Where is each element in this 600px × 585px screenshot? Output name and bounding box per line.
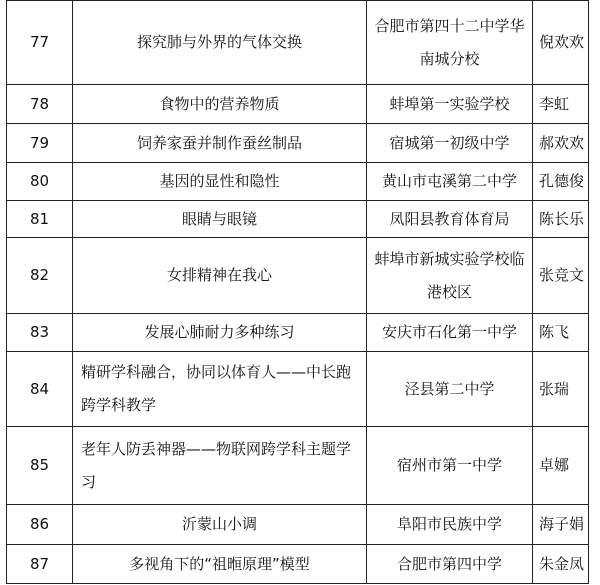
- row-author: 李虹: [533, 85, 589, 124]
- row-number: 79: [7, 124, 73, 163]
- row-author: 郝欢欢: [533, 124, 589, 163]
- row-school: 凤阳县教育体育局: [367, 201, 533, 238]
- row-school: 安庆市石化第一中学: [367, 314, 533, 352]
- row-number: 80: [7, 163, 73, 201]
- row-author: 卓娜: [533, 427, 589, 505]
- row-author: 孔德俊: [533, 163, 589, 201]
- row-number: 77: [7, 1, 73, 85]
- row-school: 黄山市屯溪第二中学: [367, 163, 533, 201]
- row-number: 86: [7, 505, 73, 545]
- row-author: 陈长乐: [533, 201, 589, 238]
- row-number: 85: [7, 427, 73, 505]
- row-school: 合肥市第四中学: [367, 545, 533, 584]
- row-title: 探究肺与外界的气体交换: [73, 1, 367, 85]
- row-title: 饲养家蚕并制作蚕丝制品: [73, 124, 367, 163]
- row-school: 蚌埠市新城实验学校临港校区: [367, 238, 533, 314]
- row-school: 泾县第二中学: [367, 352, 533, 427]
- row-title: 沂蒙山小调: [73, 505, 367, 545]
- row-title: 多视角下的“祖暅原理”模型: [73, 545, 367, 584]
- table-row: [7, 1, 589, 85]
- row-author: 海子娟: [533, 505, 589, 545]
- table-row: [7, 201, 589, 238]
- table-row: [7, 505, 589, 545]
- row-number: 78: [7, 85, 73, 124]
- table-body: [7, 1, 589, 584]
- row-title: 女排精神在我心: [73, 238, 367, 314]
- row-number: 81: [7, 201, 73, 238]
- table-row: [7, 163, 589, 201]
- award-table: [6, 0, 589, 584]
- table-row: [7, 314, 589, 352]
- row-school: 宿城第一初级中学: [367, 124, 533, 163]
- table-row: [7, 352, 589, 427]
- table-row: [7, 124, 589, 163]
- row-title: 发展心肺耐力多种练习: [73, 314, 367, 352]
- row-number: 83: [7, 314, 73, 352]
- row-number: 87: [7, 545, 73, 584]
- row-author: 朱金凤: [533, 545, 589, 584]
- row-title: 老年人防丢神器——物联网跨学科主题学习: [73, 427, 367, 505]
- row-number: 82: [7, 238, 73, 314]
- row-school: 宿州市第一中学: [367, 427, 533, 505]
- row-title: 眼睛与眼镜: [73, 201, 367, 238]
- row-title: 基因的显性和隐性: [73, 163, 367, 201]
- row-school: 合肥市第四十二中学华南城分校: [367, 1, 533, 85]
- table-row: [7, 545, 589, 584]
- row-school: 蚌埠第一实验学校: [367, 85, 533, 124]
- row-title: 精研学科融合，协同以体育人——中长跑跨学科教学: [73, 352, 367, 427]
- row-number: 84: [7, 352, 73, 427]
- row-author: 张竞文: [533, 238, 589, 314]
- table-row: [7, 427, 589, 505]
- table-row: [7, 238, 589, 314]
- row-school: 阜阳市民族中学: [367, 505, 533, 545]
- row-author: 张瑞: [533, 352, 589, 427]
- row-author: 倪欢欢: [533, 1, 589, 85]
- table-row: [7, 85, 589, 124]
- row-author: 陈飞: [533, 314, 589, 352]
- row-title: 食物中的营养物质: [73, 85, 367, 124]
